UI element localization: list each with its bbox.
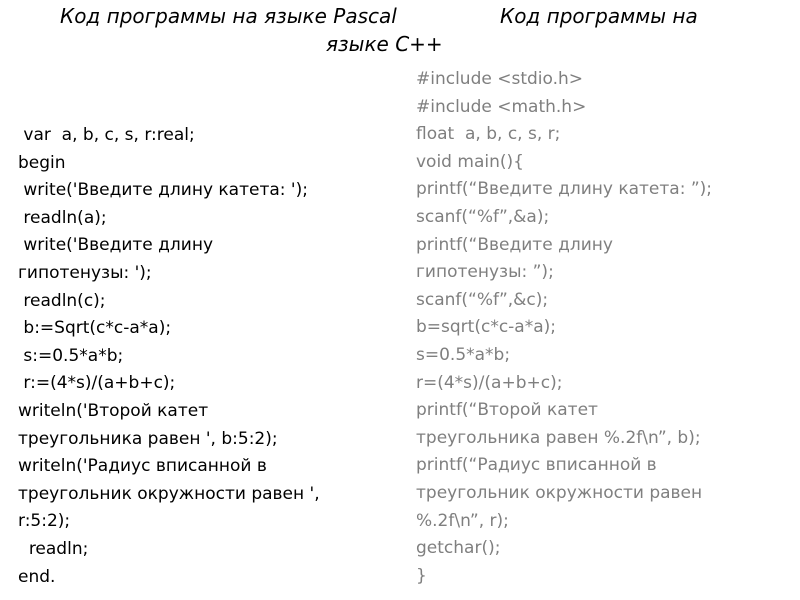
pascal-line-begin: begin — [18, 152, 66, 173]
pascal-line-var: var a, b, c, s, r:real; — [18, 125, 195, 145]
cpp-line-include-stdio: #include <stdio.h> — [416, 69, 584, 89]
cpp-line-printf-radius: printf(“Радиус вписанной в треугольник окружности равен %.2f\n”, r); — [416, 455, 703, 531]
cpp-line-b: b=sqrt(c*c-a*a); — [416, 317, 556, 338]
pascal-line-writeln-radius: writeln('Радиус вписанной в треугольник окружности равен ', r:5:2); — [18, 456, 320, 532]
cpp-line-float: float a, b, c, s, r; — [416, 124, 561, 145]
cpp-line-main: void main(){ — [416, 151, 524, 172]
pascal-line-b: b:=Sqrt(c*c-a*a); — [18, 318, 172, 339]
cpp-line-r: r=(4*s)/(a+b+c); — [416, 372, 563, 393]
cpp-line-scanf-a: scanf(“%f”,&a); — [416, 206, 550, 227]
pascal-line-write-hyp: write('Введите длину гипотенузы: '); — [18, 235, 214, 283]
cpp-line-getchar: getchar(); — [416, 538, 501, 559]
pascal-line-write-leg: write('Введите длину катета: '); — [18, 180, 308, 201]
pascal-line-writeln-leg: writeln('Второй катет треугольника равен ', b:5:2); — [18, 400, 278, 449]
cpp-line-scanf-c: scanf(“%f”,&c); — [416, 289, 549, 310]
cpp-line-s: s=0.5*a*b; — [416, 344, 511, 365]
pascal-line-r: r:=(4*s)/(a+b+c); — [18, 373, 176, 394]
cpp-title-line1: Код программы на — [500, 4, 698, 28]
pascal-line-s: s:=0.5*a*b; — [18, 345, 124, 366]
cpp-line-printf-hyp: printf(“Введите длину гипотенузы: ”); — [416, 234, 613, 283]
cpp-line-printf-leg: printf(“Введите длину катета: ”); — [416, 179, 712, 200]
cpp-line-close-brace: } — [416, 565, 427, 586]
pascal-line-readln: readln; — [18, 538, 89, 559]
pascal-line-readln-a: readln(a); — [18, 207, 107, 228]
pascal-title: Код программы на языке Pascal — [60, 4, 397, 28]
cpp-title-line2: языке С++ — [326, 32, 443, 56]
pascal-line-end: end. — [18, 566, 56, 587]
pascal-code-block — [18, 122, 398, 591]
cpp-code-block — [416, 66, 791, 590]
pascal-line-readln-c: readln(c); — [18, 290, 106, 311]
cpp-line-include-math: #include <math.h> — [416, 96, 587, 117]
cpp-line-printf-leg-result: printf(“Второй катет треугольника равен %.2f\n”, b); — [416, 400, 701, 448]
